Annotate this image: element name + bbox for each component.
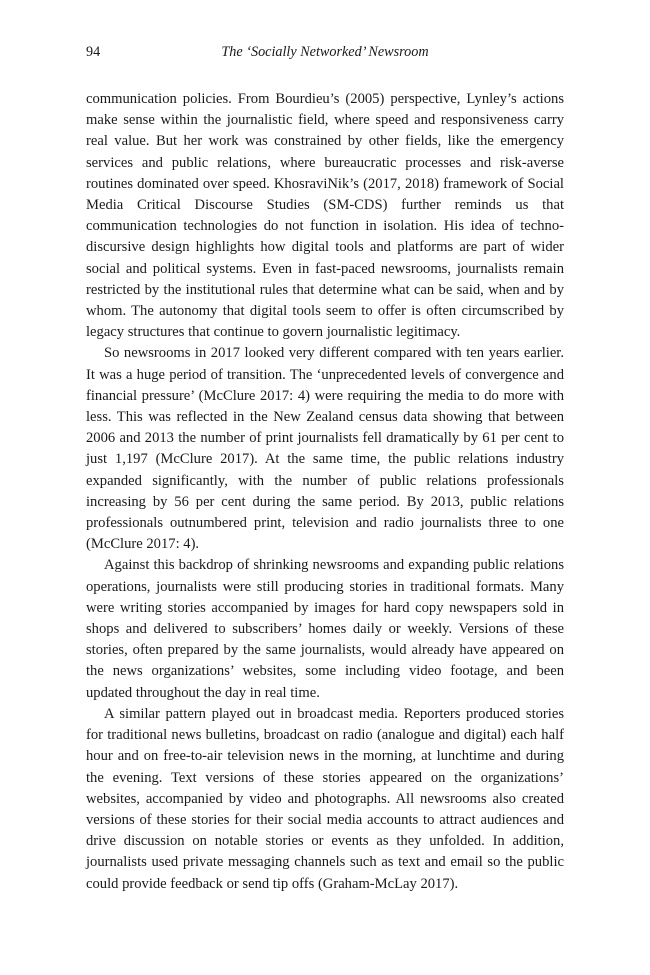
body-text: [86, 89, 564, 895]
running-title: The ‘Socially Networked’ Newsroom: [221, 44, 429, 60]
page-number: 94: [86, 44, 101, 60]
paragraph-continued: communication policies. From Bourdieu’s (2005) perspective, Lynley’s actions make sense within the journalistic field, where speed and responsiveness carry real value. But her work was constrained by other fields, like the emergency services and public relations, where bureaucratic processes and risk-averse routines dominated over speed. KhosraviNik’s (2017, 2018) framework of Social Media Critical Discourse Studies (SM-CDS) further reminds us that communication technologies do not function in isolation. His idea of techno-discursive design highlights how digital tools and platforms are part of wider social and political systems. Even in fast-paced newsrooms, journalists remain restricted by the institutional rules that determine what can be said, when and by whom. The autonomy that digital tools seem to offer is often circumscribed by legacy structures that continue to govern journalistic legitimacy.: [86, 91, 564, 341]
running-head: [86, 44, 564, 64]
paragraph-traditional-formats: Against this backdrop of shrinking newsrooms and expanding public relations operations, journalists were still producing stories in traditional formats. Many were writing stories accompanied by images for hard copy newspapers sold in shops and delivered to subscribers’ homes daily or weekly. Versions of these stories, often prepared by the same journalists, would already have appeared on the news organizations’ websites, some including video footage, and been updated throughout the day in real time.: [86, 557, 564, 701]
paragraph-newsrooms-2017: So newsrooms in 2017 looked very different compared with ten years earlier. It was a huge period of transition. The ‘unprecedented levels of convergence and financial pressure’ (McClure 2017: 4) were requiring the media to do more with less. This was reflected in the New Zealand census data showing that between 2006 and 2013 the number of print journalists fell dramatically by 61 per cent to just 1,197 (McClure 2017). At the same time, the public relations industry expanded significantly, with the number of public relations professionals increasing by 56 per cent during the same period. By 2013, public relations professionals outnumbered print, television and radio journalists three to one (McClure 2017: 4).: [86, 345, 564, 553]
paragraph-broadcast-media: A similar pattern played out in broadcast media. Reporters produced stories for traditional news bulletins, broadcast on radio (analogue and digital) each half hour and on free-to-air television news in the morning, at lunchtime and during the evening. Text versions of these stories appeared on the organizations’ websites, accompanied by video and photographs. All newsrooms also created versions of these stories for their social media accounts to attract audiences and drive discussion on notable stories or events as they unfolded. In addition, journalists used private messaging channels such as text and email so the public could provide feedback or send tip offs (Graham-McLay 2017).: [86, 705, 564, 892]
